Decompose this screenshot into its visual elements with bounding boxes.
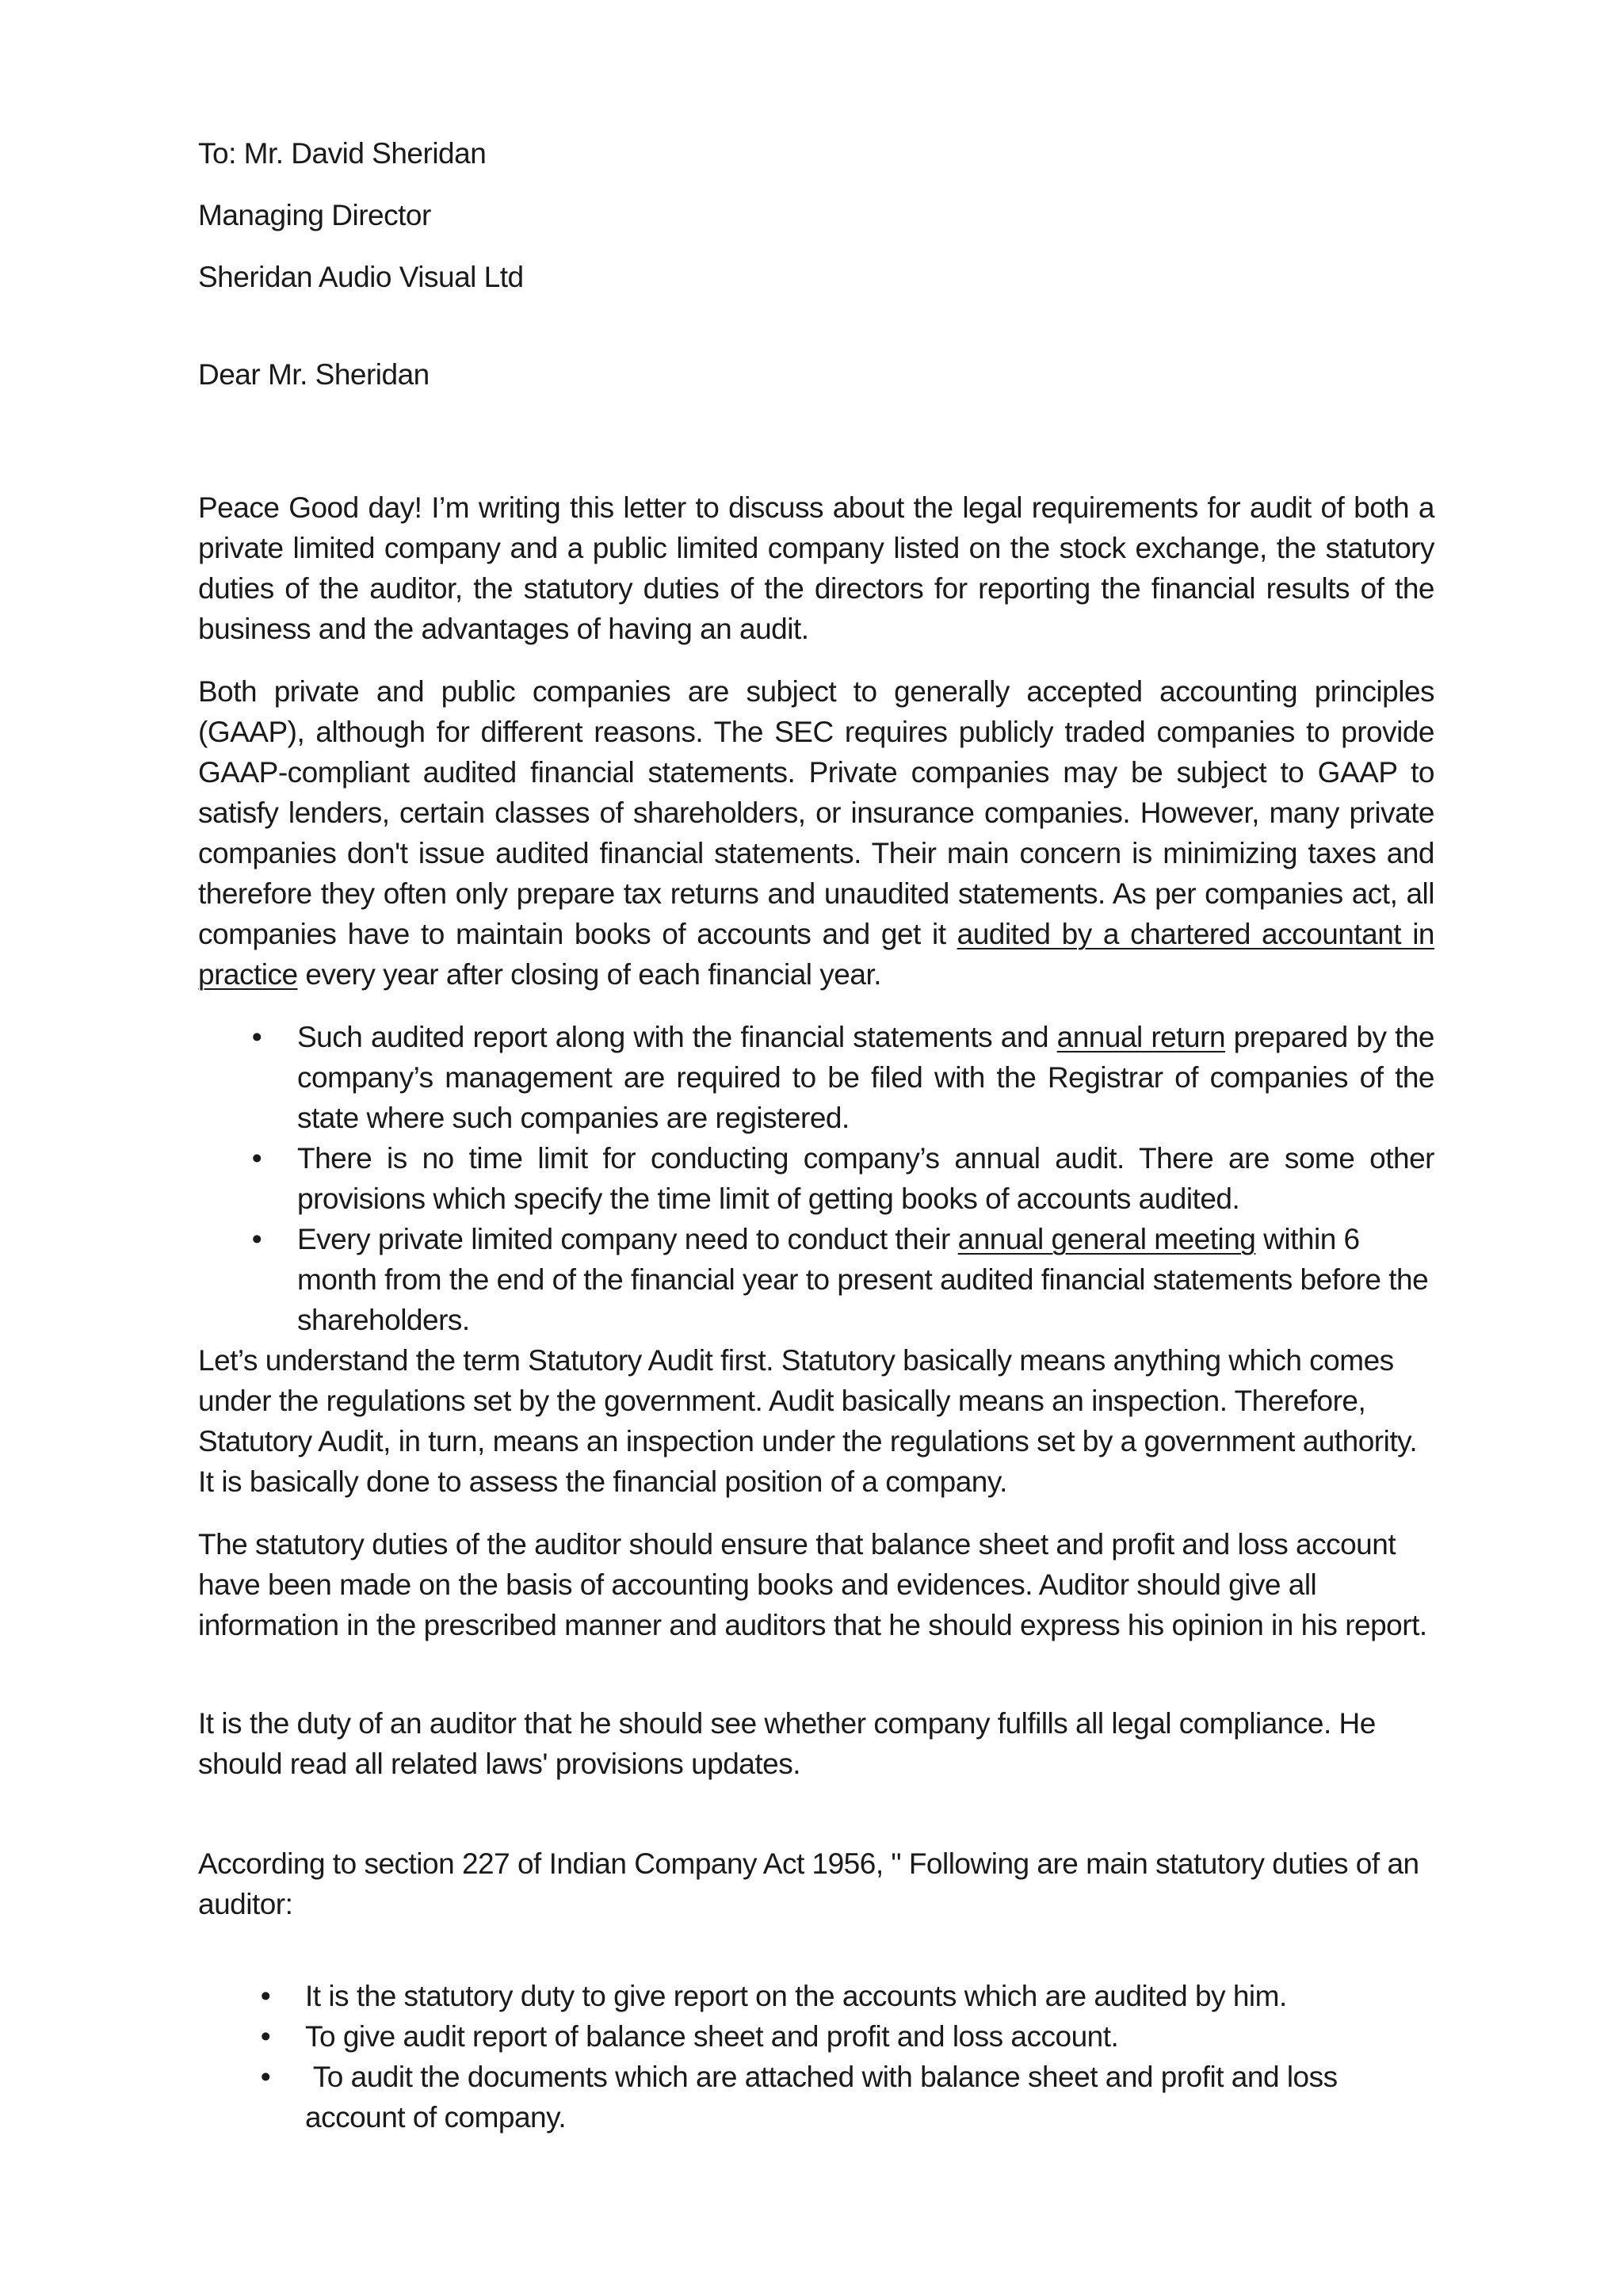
- chartered-accountant-link[interactable]: audited by a chartered accountant in practice: [198, 918, 1434, 991]
- list-item-text: prepared by the company’s management are required to be filed with the Registrar of companies of the state where such companies are registered.: [297, 1021, 1434, 1134]
- list-item-text: It is the statutory duty to give report on the accounts which are audited by him.: [305, 1980, 1287, 2012]
- intro-paragraph: Peace Good day! I’m writing this letter to discuss about the legal requirements for audit of both a private limited company and a public limited company listed on the stock exchange, the statutory duties of the auditor, the statutory duties of the directors for reporting the financial results of the business and the advantages of having an audit.: [198, 491, 1434, 645]
- gaap-text-before: Both private and public companies are subject to generally accepted accounting principles (GAAP), although for different reasons. The SEC requires publicly traded companies to provide GAAP-compliant audited financial statements. Private companies may be subject to GAAP to satisfy lenders, certain classes of shareholders, or insurance companies. However, many private companies don't issue audited financial statements. Their main concern is minimizing taxes and therefore they often only prepare tax returns and unaudited statements. As per companies act, all companies have to maintain books of accounts and get it: [198, 675, 1434, 950]
- gaap-paragraph: [198, 671, 1434, 995]
- bullet-icon: •: [260, 2020, 271, 2053]
- list-item: [251, 1138, 1434, 1219]
- compliance-paragraph: It is the duty of an auditor that he should see whether company fulfills all legal compliance. He should read all related laws' provisions updates.: [198, 1707, 1376, 1780]
- list-item-text: Every private limited company need to conduct their: [297, 1223, 958, 1255]
- list-item-text: To audit the documents which are attached with balance sheet and profit and loss account of company.: [305, 2061, 1346, 2134]
- annual-general-meeting-link[interactable]: annual general meeting: [957, 1223, 1256, 1255]
- salutation: Dear Mr. Sheridan: [198, 358, 430, 391]
- list-item-text: Such audited report along with the financial statements and: [297, 1021, 1057, 1053]
- list-item: [251, 1219, 1434, 1340]
- letter-body: [198, 133, 1434, 2137]
- list-item: [260, 2057, 1434, 2137]
- recipient-to-line: To: Mr. David Sheridan: [198, 137, 487, 170]
- gaap-text-after: every year after closing of each financial year.: [297, 958, 882, 991]
- list-item-text: within 6 month from the end of the financial year to present audited financial statements before the shareholders.: [297, 1223, 1429, 1336]
- list-item-text: To give audit report of balance sheet and profit and loss account.: [305, 2020, 1119, 2053]
- bullet-icon: •: [251, 1021, 262, 1053]
- list-item: [251, 1017, 1434, 1138]
- bullet-icon: •: [251, 1223, 262, 1255]
- section-227-paragraph: According to section 227 of Indian Company Act 1956, " Following are main statutory duties of an auditor:: [198, 1847, 1419, 1920]
- list-item: [260, 1976, 1434, 2016]
- list-item-text: There is no time limit for conducting company’s annual audit. There are some other provisions which specify the time limit of getting books of accounts audited.: [297, 1142, 1434, 1215]
- auditor-duties-paragraph: The statutory duties of the auditor should ensure that balance sheet and profit and loss account have been made on the basis of accounting books and evidences. Auditor should give all information in the prescribed manner and auditors that he should express his opinion in his report.: [198, 1528, 1427, 1641]
- recipient-company: Sheridan Audio Visual Ltd: [198, 261, 524, 293]
- statutory-duties-list: [198, 1976, 1434, 2137]
- recipient-block: [198, 133, 1434, 297]
- bullet-icon: •: [260, 2061, 271, 2093]
- annual-return-link[interactable]: annual return: [1056, 1021, 1226, 1053]
- recipient-position: Managing Director: [198, 199, 431, 231]
- bullet-icon: •: [260, 1980, 271, 2012]
- list-item: [260, 2016, 1434, 2057]
- bullet-icon: •: [251, 1142, 262, 1175]
- statutory-audit-paragraph: Let’s understand the term Statutory Audit first. Statutory basically means anything which comes under the regulations set by the government. Audit basically means an inspection. Therefore, Statutory Audit, in turn, means an inspection under the regulations set by a government authority. It is basically done to assess the financial position of a company.: [198, 1344, 1418, 1498]
- filing-requirements-list: [198, 1017, 1434, 1340]
